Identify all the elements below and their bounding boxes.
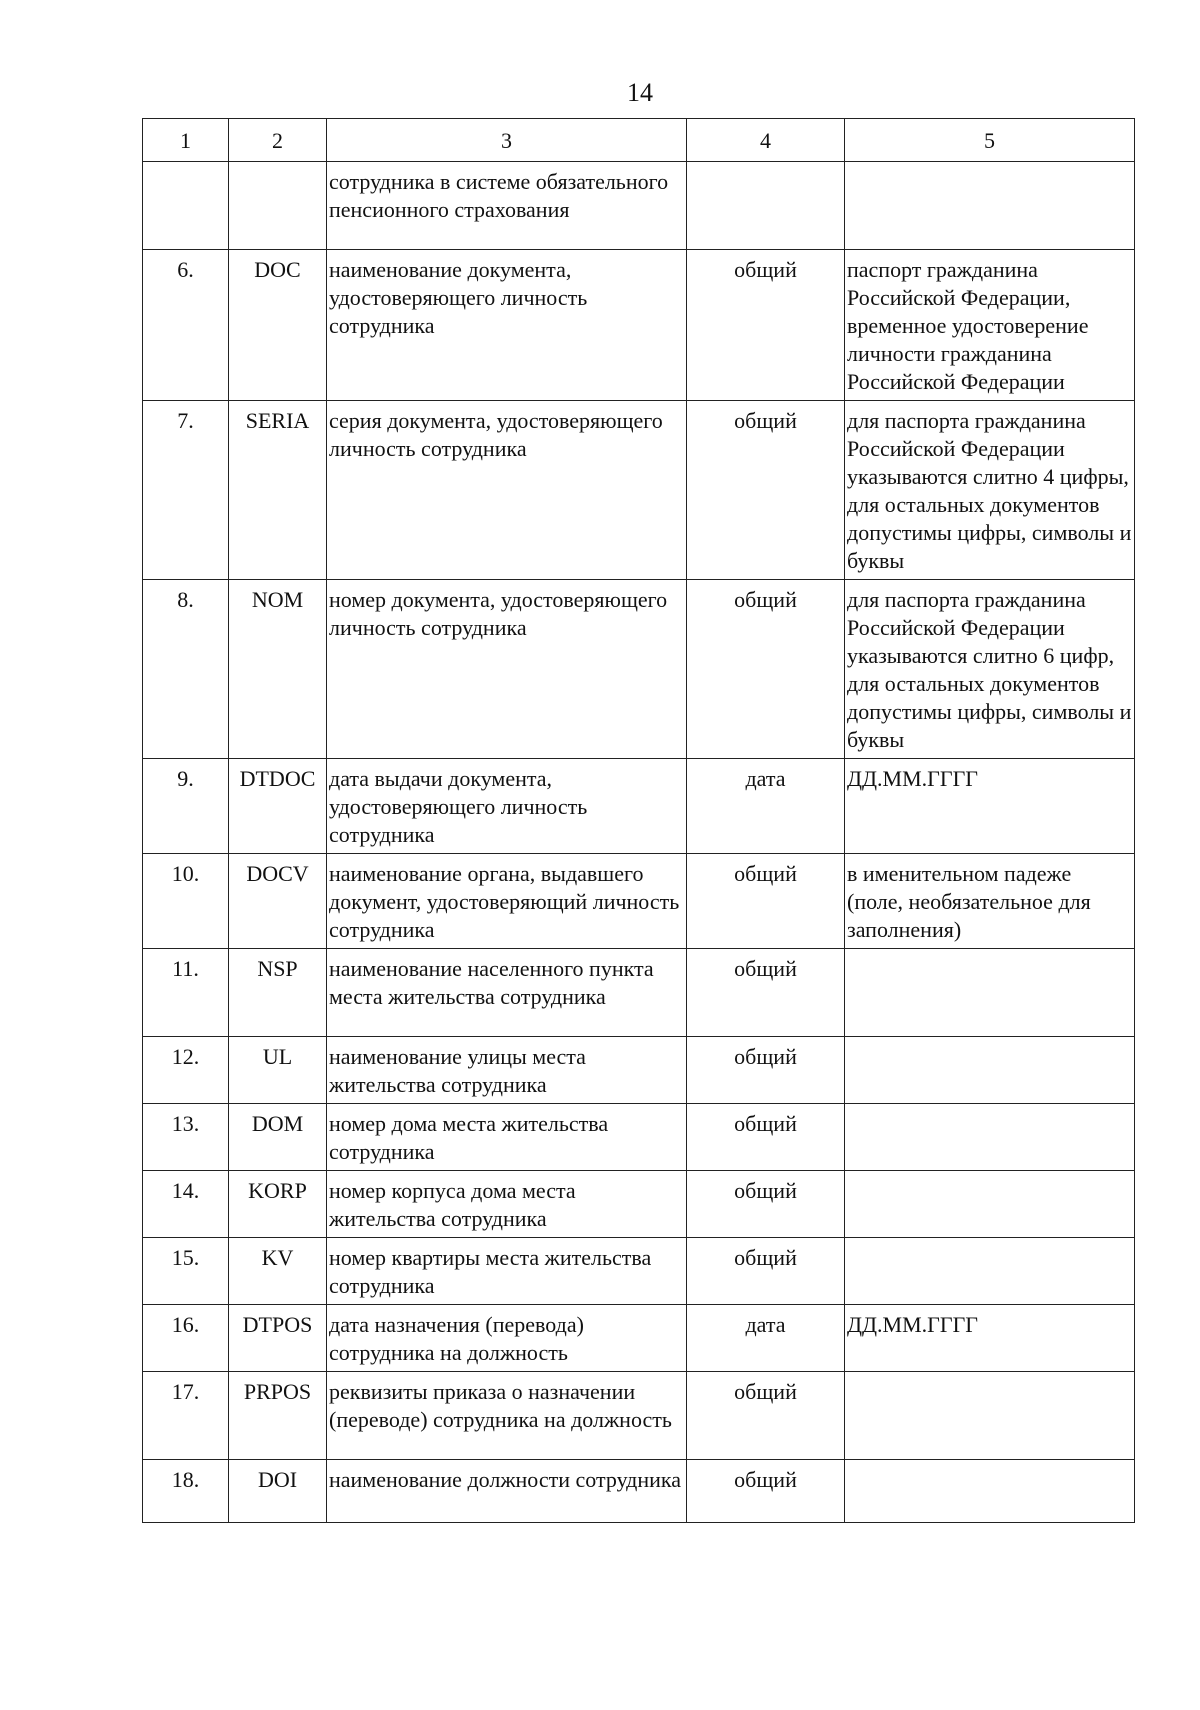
table-row: [143, 759, 1135, 854]
table-row: [143, 250, 1135, 401]
table-row: [143, 1104, 1135, 1171]
cell-type: общий: [687, 1037, 845, 1104]
cell-field-code: DTDOC: [229, 759, 327, 854]
cell-field-code: DOC: [229, 250, 327, 401]
header-col-4: 4: [687, 119, 845, 162]
table-row: [143, 1460, 1135, 1523]
table-row: [143, 162, 1135, 250]
cell-description: наименование документа, удостоверяющего личность сотрудника: [327, 250, 687, 401]
cell-number: 18.: [143, 1460, 229, 1523]
cell-type: общий: [687, 949, 845, 1037]
header-col-3: 3: [327, 119, 687, 162]
cell-note: [845, 1238, 1135, 1305]
cell-description: дата выдачи документа, удостоверяющего личность сотрудника: [327, 759, 687, 854]
cell-field-code: DOI: [229, 1460, 327, 1523]
cell-description: наименование населенного пункта места жительства сотрудника: [327, 949, 687, 1037]
cell-field-code: KV: [229, 1238, 327, 1305]
table-header-row: [143, 119, 1135, 162]
cell-number: 17.: [143, 1372, 229, 1460]
cell-note: [845, 1372, 1135, 1460]
cell-description: номер дома места жительства сотрудника: [327, 1104, 687, 1171]
cell-number: 11.: [143, 949, 229, 1037]
cell-number: 12.: [143, 1037, 229, 1104]
cell-note: ДД.ММ.ГГГГ: [845, 759, 1135, 854]
table-row: [143, 1037, 1135, 1104]
cell-number: 16.: [143, 1305, 229, 1372]
table-row: [143, 401, 1135, 580]
cell-type: общий: [687, 1171, 845, 1238]
table-row: [143, 1305, 1135, 1372]
cell-note: паспорт гражданина Российской Федерации, временное удостоверение личности гражданина Российской Федерации: [845, 250, 1135, 401]
cell-description: номер квартиры места жительства сотрудника: [327, 1238, 687, 1305]
cell-field-code: DOCV: [229, 854, 327, 949]
cell-number: 10.: [143, 854, 229, 949]
cell-note: [845, 1460, 1135, 1523]
header-col-5: 5: [845, 119, 1135, 162]
cell-note: [845, 1037, 1135, 1104]
cell-type: [687, 162, 845, 250]
cell-type: общий: [687, 401, 845, 580]
cell-field-code: PRPOS: [229, 1372, 327, 1460]
cell-description: номер документа, удостоверяющего личность сотрудника: [327, 580, 687, 759]
cell-description: наименование органа, выдавшего документ, удостоверяющий личность сотрудника: [327, 854, 687, 949]
table-row: [143, 854, 1135, 949]
table-row: [143, 949, 1135, 1037]
cell-field-code: KORP: [229, 1171, 327, 1238]
cell-type: общий: [687, 1104, 845, 1171]
cell-number: 15.: [143, 1238, 229, 1305]
cell-number: 8.: [143, 580, 229, 759]
table-row: [143, 1238, 1135, 1305]
cell-description: наименование улицы места жительства сотрудника: [327, 1037, 687, 1104]
cell-number: 14.: [143, 1171, 229, 1238]
cell-description: наименование должности сотрудника: [327, 1460, 687, 1523]
header-col-2: 2: [229, 119, 327, 162]
cell-field-code: UL: [229, 1037, 327, 1104]
cell-description: номер корпуса дома места жительства сотрудника: [327, 1171, 687, 1238]
cell-type: дата: [687, 759, 845, 854]
cell-description: дата назначения (перевода) сотрудника на должность: [327, 1305, 687, 1372]
cell-description: серия документа, удостоверяющего личность сотрудника: [327, 401, 687, 580]
cell-field-code: SERIA: [229, 401, 327, 580]
cell-note: [845, 1171, 1135, 1238]
cell-field-code: NOM: [229, 580, 327, 759]
cell-type: общий: [687, 1238, 845, 1305]
cell-type: дата: [687, 1305, 845, 1372]
cell-type: общий: [687, 250, 845, 401]
cell-number: 7.: [143, 401, 229, 580]
cell-type: общий: [687, 854, 845, 949]
cell-description: реквизиты приказа о назначении (переводе) сотрудника на должность: [327, 1372, 687, 1460]
cell-number: 6.: [143, 250, 229, 401]
table-row: [143, 580, 1135, 759]
page-number: 14: [627, 78, 653, 107]
cell-note: [845, 162, 1135, 250]
cell-field-code: NSP: [229, 949, 327, 1037]
cell-note: в именительном падеже (поле, необязательное для заполнения): [845, 854, 1135, 949]
cell-note: [845, 949, 1135, 1037]
table-row: [143, 1171, 1135, 1238]
table-row: [143, 1372, 1135, 1460]
fields-table: [142, 118, 1135, 1523]
cell-type: общий: [687, 1372, 845, 1460]
cell-note: для паспорта гражданина Российской Федерации указываются слитно 4 цифры, для остальных документов допустимы цифры, символы и буквы: [845, 401, 1135, 580]
cell-field-code: DTPOS: [229, 1305, 327, 1372]
cell-note: [845, 1104, 1135, 1171]
cell-number: 13.: [143, 1104, 229, 1171]
cell-number: [143, 162, 229, 250]
cell-number: 9.: [143, 759, 229, 854]
cell-description: сотрудника в системе обязательного пенсионного страхования: [327, 162, 687, 250]
cell-note: для паспорта гражданина Российской Федерации указываются слитно 6 цифр, для остальных документов допустимы цифры, символы и буквы: [845, 580, 1135, 759]
cell-type: общий: [687, 1460, 845, 1523]
cell-field-code: DOM: [229, 1104, 327, 1171]
header-col-1: 1: [143, 119, 229, 162]
cell-field-code: [229, 162, 327, 250]
cell-type: общий: [687, 580, 845, 759]
cell-note: ДД.ММ.ГГГГ: [845, 1305, 1135, 1372]
